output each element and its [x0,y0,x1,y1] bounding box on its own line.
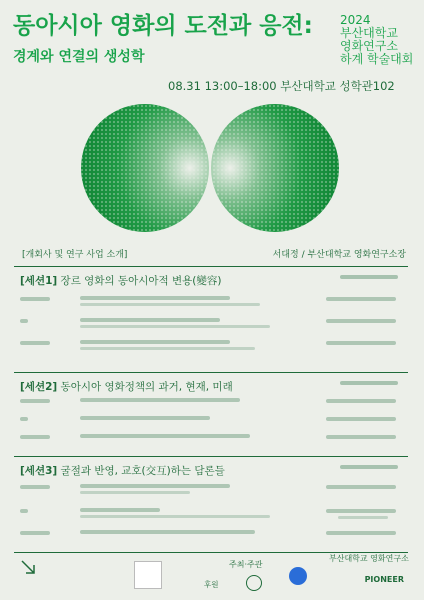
intro-label: [개회사 및 연구 사업 소개] [22,250,128,260]
session-2-title: 동아시아 영화정책의 과거, 현재, 미래 [60,381,233,393]
session-3-title: 굴절과 반영, 교호(交互)하는 담론들 [60,465,225,477]
session-row [20,397,404,413]
session-row [20,317,404,333]
session-3 [14,456,408,551]
session-1-tag: [세션1] [20,275,58,287]
session-2-heading [20,379,233,394]
session-row [20,529,404,545]
qr-code[interactable] [134,561,162,589]
session-3-tag: [세션3] [20,465,58,477]
session-row [20,415,404,431]
session-1-chair [340,275,398,279]
organizer-label: 주최·주관 [229,560,263,569]
halftone-circles-art [80,88,340,248]
footer [14,552,408,593]
session-2-tag: [세션2] [20,381,58,393]
sponsor-label: 후원 [204,580,219,589]
session-2 [14,372,408,453]
session-1-heading [20,273,221,288]
event-university: 부산대학교 [340,26,398,40]
session-2-chair [340,381,398,385]
session-3-chair [340,465,398,469]
intro-section [14,245,414,261]
session-row [20,339,404,355]
date-line: 08.31 13:00–18:00 부산대학교 성학관102 [168,79,395,93]
session-row [20,433,404,449]
intro-speaker: 서대정 / 부산대학교 영화연구소장 [272,250,406,260]
session-row [20,507,404,523]
poster-subtitle: 경계와 연결의 생성학 [13,49,145,65]
ministry-logo-icon [246,575,262,591]
event-year: 2024 [340,13,371,27]
event-type: 하계 학술대회 [340,52,414,66]
session-3-heading [20,463,225,478]
organizer-name: 부산대학교 영화연구소 [329,554,409,563]
session-1 [14,266,408,367]
session-row [20,483,404,499]
arrow-icon [20,559,36,575]
partner-logo: PIONEER [364,575,404,584]
poster-title: 동아시아 영화의 도전과 응전: [13,13,313,39]
nrf-logo-icon [289,567,307,585]
session-1-title: 장르 영화의 동아시아적 변용(變容) [60,275,222,287]
session-row [20,295,404,311]
event-label [340,14,420,66]
event-institute: 영화연구소 [340,39,398,53]
